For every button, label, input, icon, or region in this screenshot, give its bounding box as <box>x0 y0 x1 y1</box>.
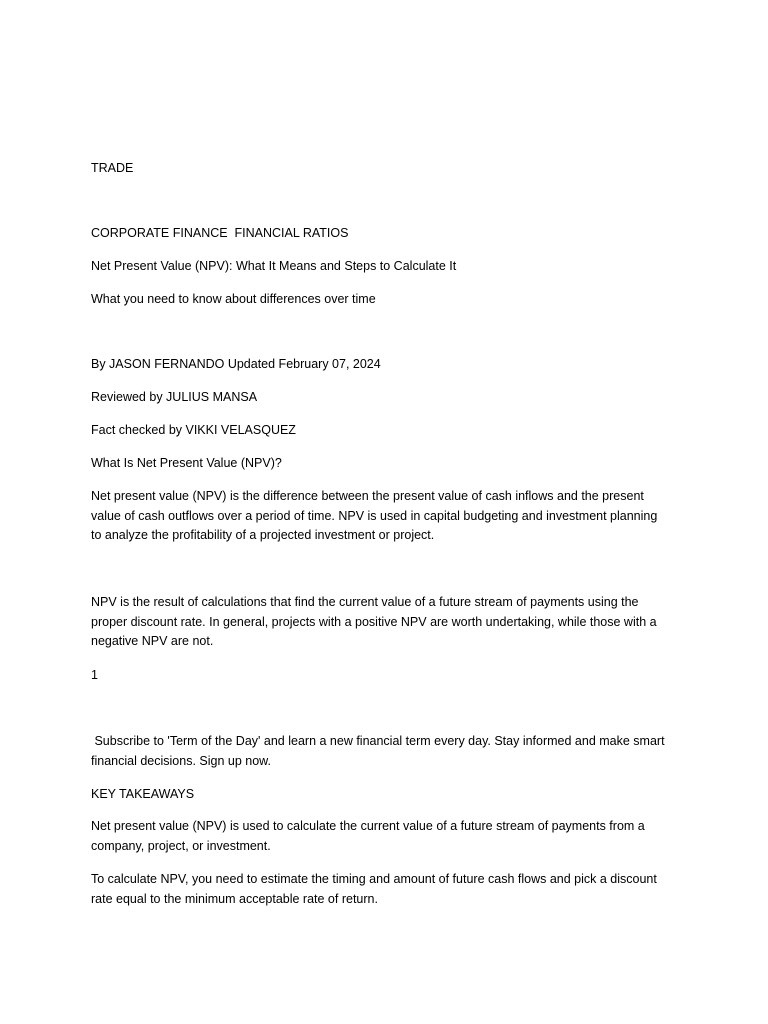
paragraph-line: value of cash outflows over a period of time. NPV is used in capital budgeting and investment planning <box>91 508 658 523</box>
paragraph-line: Subscribe to 'Term of the Day' and learn a new financial term every day. Stay informed and make smart <box>91 734 665 748</box>
paragraph-line: proper discount rate. In general, projects with a positive NPV are worth undertaking, while those with a <box>91 614 657 629</box>
paragraph-line: Net present value (NPV) is used to calculate the current value of a future stream of payments from a <box>91 819 645 833</box>
subscribe-promo <box>91 732 691 771</box>
byline: By JASON FERNANDO Updated February 07, 2024 <box>91 357 381 371</box>
paragraph-line: Net present value (NPV) is the difference between the present value of cash inflows and the present <box>91 489 644 503</box>
page-title: Net Present Value (NPV): What It Means and Steps to Calculate It <box>91 259 457 273</box>
paragraph-line: To calculate NPV, you need to estimate the timing and amount of future cash flows and pick a discount <box>91 872 657 886</box>
footnote-marker: 1 <box>91 668 98 682</box>
paragraph-line: NPV is the result of calculations that find the current value of a future stream of payments using the <box>91 595 639 609</box>
paragraph-line: negative NPV are not. <box>91 634 214 648</box>
fact-checked-by: Fact checked by VIKKI VELASQUEZ <box>91 423 296 437</box>
paragraph-npv-definition <box>91 487 691 546</box>
paragraph-line: company, project, or investment. <box>91 838 271 853</box>
key-takeaways-heading: KEY TAKEAWAYS <box>91 787 195 801</box>
breadcrumb: CORPORATE FINANCE FINANCIAL RATIOS <box>91 226 349 240</box>
reviewed-by: Reviewed by JULIUS MANSA <box>91 390 258 404</box>
paragraph-line: financial decisions. Sign up now. <box>91 753 271 768</box>
takeaway-item <box>91 870 691 909</box>
section-heading-what-is-npv: What Is Net Present Value (NPV)? <box>91 456 282 470</box>
page-subtitle: What you need to know about differences over time <box>91 292 376 306</box>
section-label: TRADE <box>91 161 134 175</box>
paragraph-line: to analyze the profitability of a projected investment or project. <box>91 528 435 542</box>
takeaway-item <box>91 817 691 856</box>
paragraph-npv-result <box>91 593 691 652</box>
paragraph-line: rate equal to the minimum acceptable rate of return. <box>91 891 378 906</box>
